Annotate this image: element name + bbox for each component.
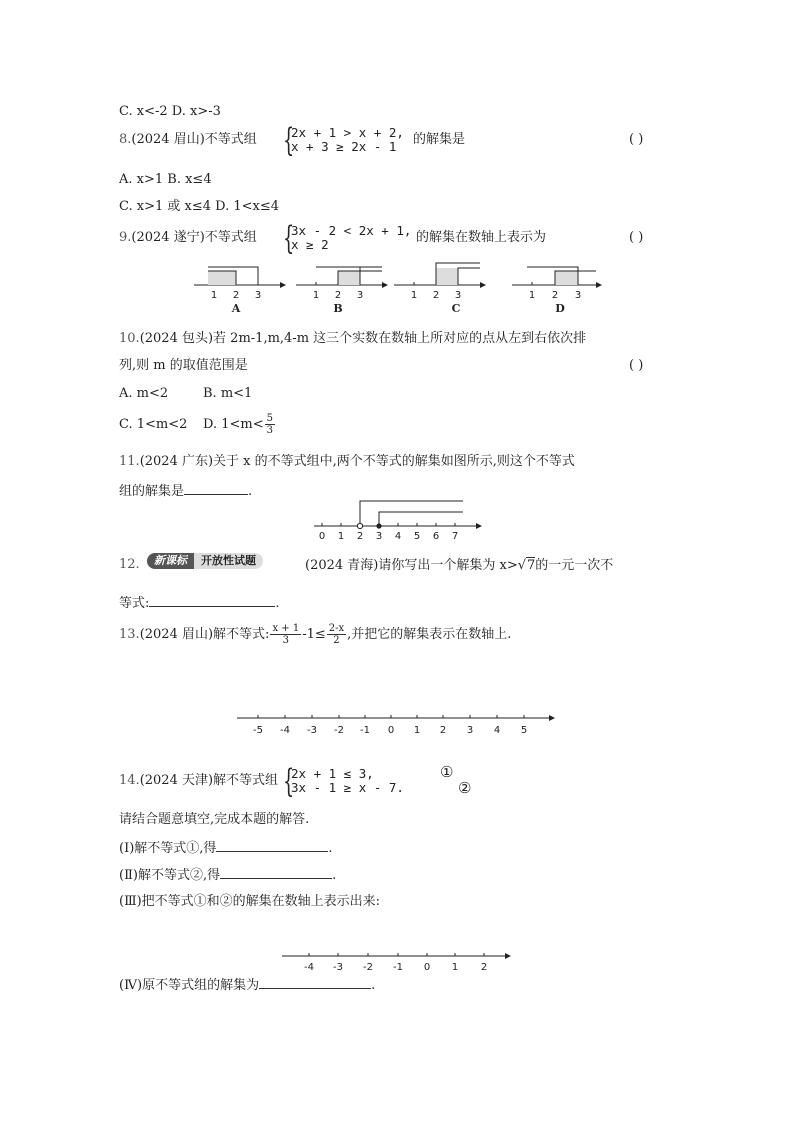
q12-line1: (2024 青海)请你写出一个解集为 x>√7的一元一次不 — [305, 558, 614, 573]
q14-mark-1: ① — [440, 763, 454, 781]
q13-suffix: ,并把它的解集表示在数轴上. — [347, 627, 512, 642]
q7-options-cd: C. x<-2 D. x>-3 — [119, 104, 221, 119]
q13-prefix: (2024 眉山)解不等式: — [139, 627, 270, 642]
q14-instruction: 请结合题意填空,完成本题的解答. — [119, 812, 310, 827]
q9-d-tick-1: 1 — [528, 290, 536, 301]
q10-option-a: A. m<2 — [119, 386, 169, 401]
q9-a-tick-3: 3 — [254, 290, 262, 301]
q14-tick-2: 2 — [480, 962, 488, 973]
q8-eq2: x + 3 ≥ 2x - 1 — [291, 139, 397, 154]
q8-options-ab: A. x>1 B. x≤4 — [119, 172, 212, 187]
q8-brace: { — [283, 121, 295, 159]
q9-option-a-label: A — [231, 302, 241, 315]
q13-tick-neg3: -3 — [307, 725, 317, 736]
q14-step4-period: . — [371, 978, 376, 993]
q10-option-b: B. m<1 — [203, 386, 253, 401]
q9-option-b-label: B — [333, 302, 343, 315]
q8-suffix: 的解集是 — [413, 132, 466, 147]
q9-eq2: x ≥ 2 — [291, 237, 329, 252]
q14-tick-neg4: -4 — [304, 962, 314, 973]
q13-f2-denominator: 2 — [333, 635, 340, 646]
q9-c-tick-1: 1 — [410, 290, 418, 301]
q9-a-tick-1: 1 — [210, 290, 218, 301]
q12-badge-open-question: 开放性试题 — [194, 553, 263, 569]
q14-tick-1: 1 — [451, 962, 459, 973]
q11-tick-5: 5 — [413, 531, 421, 542]
q11-text1: (2024 广东)关于 x 的不等式组中,两个不等式的解集如图所示,则这个不等式 — [139, 454, 575, 469]
q11-tick-7: 7 — [451, 531, 459, 542]
q14-tick-neg3: -3 — [333, 962, 343, 973]
q14-tick-neg1: -1 — [393, 962, 403, 973]
q13-tick-5: 5 — [520, 725, 528, 736]
q13-tick-1: 1 — [413, 725, 421, 736]
q11-tick-3: 3 — [375, 531, 383, 542]
q13-number: 13. — [119, 627, 140, 642]
q13-f2-numerator: 2-x — [328, 623, 345, 634]
q14-tick-0: 0 — [423, 962, 431, 973]
q14-brace: { — [283, 762, 295, 800]
q13-tick-neg1: -1 — [360, 725, 370, 736]
q10-number: 10. — [119, 331, 140, 346]
q11-tick-1: 1 — [337, 531, 345, 542]
q14-eq1: 2x + 1 ≤ 3, — [291, 766, 374, 781]
q8-prefix: (2024 眉山)不等式组 — [131, 132, 257, 147]
q14-step2-period: . — [332, 868, 337, 883]
q9-prefix: (2024 遂宁)不等式组 — [131, 230, 257, 245]
q9-b-tick-1: 1 — [312, 290, 320, 301]
q14-step3: (Ⅲ)把不等式①和②的解集在数轴上表示出来: — [119, 894, 381, 909]
q9-b-tick-3: 3 — [356, 290, 364, 301]
q9-c-tick-3: 3 — [454, 290, 462, 301]
q13-tick-2: 2 — [439, 725, 447, 736]
q14-number: 14. — [119, 773, 140, 788]
q12-badge-new-standard: 新课标 — [147, 553, 194, 569]
q9-a-tick-2: 2 — [232, 290, 240, 301]
q11-tick-2: 2 — [356, 531, 364, 542]
q9-d-tick-3: 3 — [574, 290, 582, 301]
q13-tick-neg5: -5 — [253, 725, 263, 736]
q14-step4 — [119, 976, 375, 994]
q13-tick-0: 0 — [387, 725, 395, 736]
q10-d-numerator: 5 — [266, 413, 273, 424]
q10-d-denominator: 3 — [266, 425, 273, 436]
q14-step2-text: (Ⅱ)解不等式②,得 — [119, 868, 221, 883]
q8-eq1: 2x + 1 > x + 2, — [291, 125, 404, 140]
q8-answer-paren: ( ) — [629, 132, 644, 147]
q14-step1-text: (Ⅰ)解不等式①,得 — [119, 841, 217, 856]
q13-mid: -1≤ — [302, 627, 326, 642]
q9-suffix: 的解集在数轴上表示为 — [416, 230, 547, 245]
q9-number: 9. — [119, 230, 132, 245]
q13-f1-numerator: x + 1 — [272, 623, 300, 634]
q9-brace: { — [283, 219, 295, 257]
q12-text-post: 的一元一次不 — [535, 558, 614, 573]
q14-step4-blank[interactable] — [259, 976, 371, 989]
q14-step4-text: (Ⅳ)原不等式组的解集为 — [119, 978, 260, 993]
q9-d-tick-2: 2 — [551, 290, 559, 301]
q11-tick-6: 6 — [432, 531, 440, 542]
q10-option-d-text: D. 1<m< — [203, 417, 264, 432]
q11-tick-4: 4 — [394, 531, 402, 542]
q8-number: 8. — [119, 132, 132, 147]
q12-number: 12. — [119, 557, 140, 572]
q11-period: . — [248, 484, 253, 499]
q14-tick-neg2: -2 — [363, 962, 373, 973]
q11-text2: 组的解集是 — [119, 484, 185, 499]
q9-option-d-label: D — [555, 302, 565, 315]
q12-period: . — [275, 596, 280, 611]
q14-prefix: (2024 天津)解不等式组 — [139, 773, 279, 788]
q12-text2: 等式: — [119, 596, 150, 611]
q10-option-c: C. 1<m<2 — [119, 417, 188, 432]
q9-answer-paren: ( ) — [629, 230, 644, 245]
q13-tick-neg4: -4 — [280, 725, 290, 736]
q14-eq2: 3x - 1 ≥ x - 7. — [291, 780, 404, 795]
q9-option-c-label: C — [451, 302, 461, 315]
q10-line2: 列,则 m 的取值范围是 — [119, 358, 248, 373]
q14-mark-2: ② — [458, 779, 472, 797]
q12-sqrt-value: 7 — [527, 558, 536, 573]
q9-eq1: 3x - 2 < 2x + 1, — [291, 223, 412, 238]
q11-number: 11. — [119, 454, 140, 469]
q14-step1-period: . — [328, 841, 333, 856]
q10-answer-paren: ( ) — [629, 358, 644, 373]
q13-tick-3: 3 — [466, 725, 474, 736]
q9-b-tick-2: 2 — [334, 290, 342, 301]
q8-options-cd: C. x>1 或 x≤4 D. 1<x≤4 — [119, 199, 280, 214]
q13-f1-denominator: 3 — [282, 635, 289, 646]
q11-tick-0: 0 — [318, 531, 326, 542]
q12-text-pre: (2024 青海)请你写出一个解集为 x> — [305, 558, 518, 573]
q13-tick-neg2: -2 — [334, 725, 344, 736]
q13-tick-4: 4 — [493, 725, 501, 736]
q9-c-tick-2: 2 — [432, 290, 440, 301]
q10-text1: (2024 包头)若 2m-1,m,4-m 这三个实数在数轴上所对应的点从左到右依次排 — [139, 331, 587, 346]
